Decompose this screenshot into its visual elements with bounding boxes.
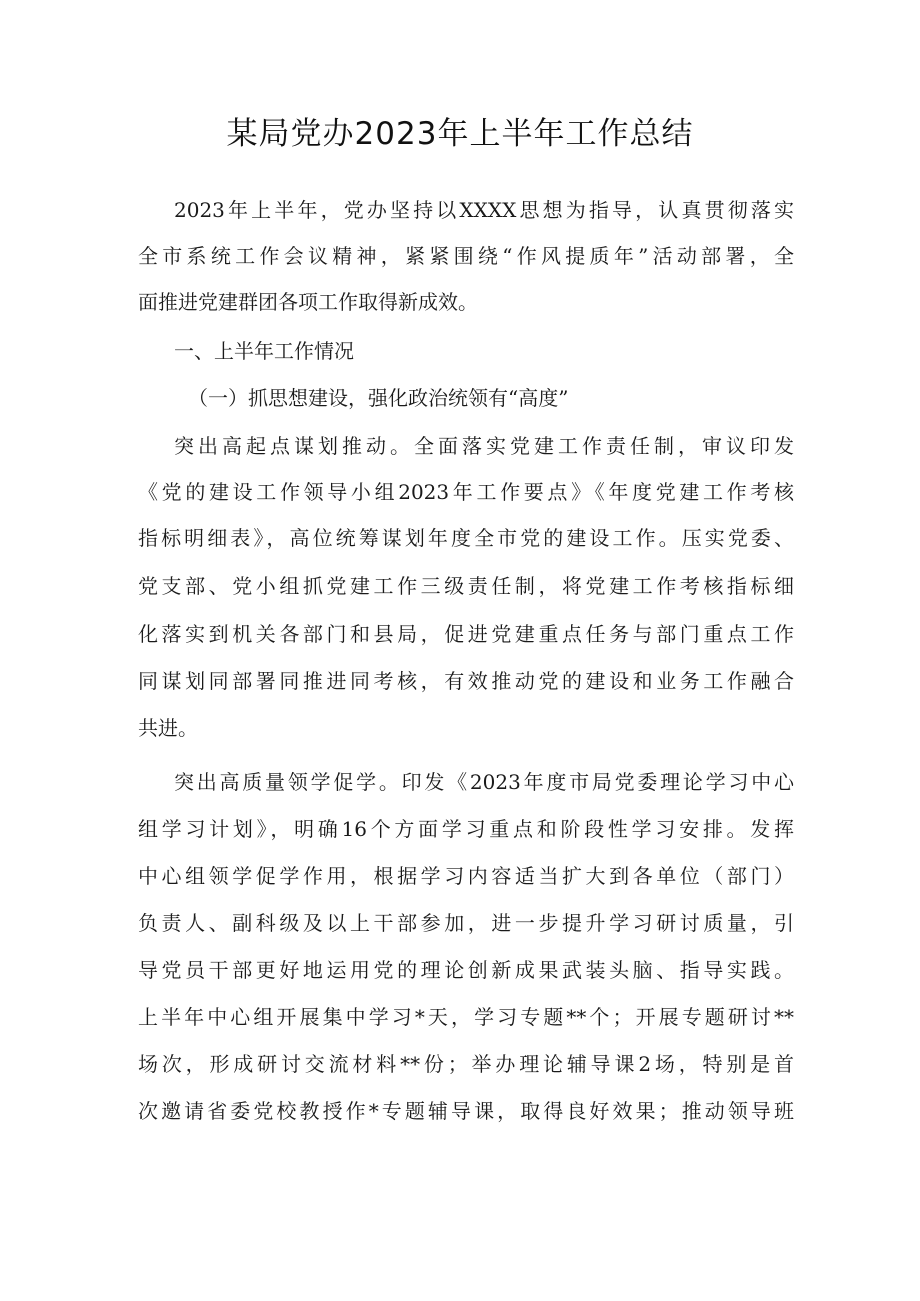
subsection-heading: （一）抓思想建设，强化政治统领有“高度” xyxy=(188,386,569,410)
document-title: 某局党办2023年上半年工作总结 xyxy=(226,116,694,152)
intro-line-3: 面推进党建群团各项工作取得新成效。 xyxy=(138,290,478,314)
paragraph-2-line-8: 次邀请省委党校教授作*专题辅导课，取得良好效果；推动领导班 xyxy=(138,1099,794,1123)
paragraph-2-line-5: 导党员干部更好地运用党的理论创新成果武装头脑、指导实践。 xyxy=(138,958,794,982)
paragraph-1-line-3: 指标明细表》，高位统筹谋划年度全市党的建设工作。压实党委、 xyxy=(138,526,794,550)
intro-line-2: 全市系统工作会议精神，紧紧围绕“作风提质年”活动部署，全 xyxy=(138,244,794,268)
paragraph-1-line-4: 党支部、党小组抓党建工作三级责任制，将党建工作考核指标细 xyxy=(138,574,794,598)
paragraph-1-line-7: 共进。 xyxy=(138,716,198,740)
section-heading: 一、上半年工作情况 xyxy=(174,339,354,363)
paragraph-1-line-5: 化落实到机关各部门和县局，促进党建重点任务与部门重点工作 xyxy=(138,622,794,646)
paragraph-2-line-6: 上半年中心组开展集中学习*天，学习专题**个；开展专题研讨** xyxy=(138,1005,794,1029)
paragraph-1-line-2: 《党的建设工作领导小组2023年工作要点》《年度党建工作考核 xyxy=(138,480,794,504)
intro-line-1: 2023年上半年，党办坚持以XXXX思想为指导，认真贯彻落实 xyxy=(174,198,794,222)
paragraph-2-line-4: 负责人、副科级及以上干部参加，进一步提升学习研讨质量，引 xyxy=(138,911,794,935)
paragraph-2-line-7: 场次，形成研讨交流材料**份；举办理论辅导课2场，特别是首 xyxy=(138,1052,794,1076)
paragraph-1-line-6: 同谋划同部署同推进同考核，有效推动党的建设和业务工作融合 xyxy=(138,669,794,693)
paragraph-2-line-2: 组学习计划》，明确16个方面学习重点和阶段性学习安排。发挥 xyxy=(138,817,794,841)
paragraph-2-line-1: 突出高质量领学促学。印发《2023年度市局党委理论学习中心 xyxy=(174,770,794,794)
paragraph-2-line-3: 中心组领学促学作用，根据学习内容适当扩大到各单位（部门） xyxy=(138,864,794,888)
paragraph-1-line-1: 突出高起点谋划推动。全面落实党建工作责任制，审议印发 xyxy=(174,434,794,458)
